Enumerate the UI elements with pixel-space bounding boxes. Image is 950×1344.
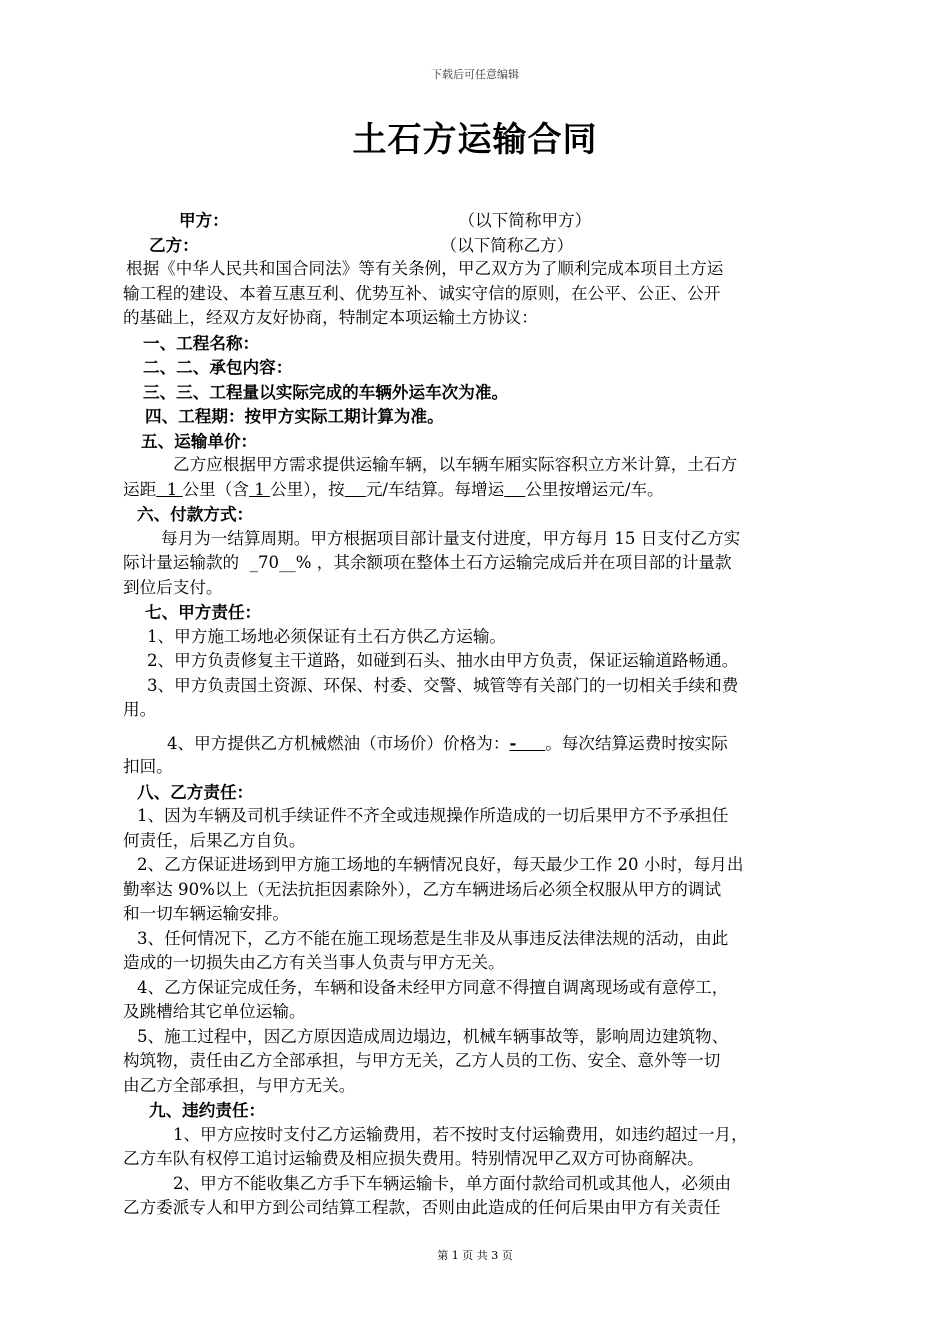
paragraph-line: 每月为一结算周期。甲方根据项目部计量支付进度，甲方每月 15 日支付乙方实 [161, 528, 741, 548]
paragraph-line: 2、甲方负责修复主干道路，如碰到石头、抽水由甲方负责，保证运输道路畅通。 [147, 651, 739, 670]
section-heading: 六、付款方式： [137, 504, 254, 524]
paragraph-line: 和一切车辆运输安排。 [123, 904, 289, 923]
party-a-label: 甲方： [179, 210, 229, 230]
distance-value: 1 [248, 479, 271, 499]
section-heading: 四、工程期：按甲方实际工期计算为准。 [145, 406, 444, 426]
paragraph-line: 构筑物，责任由乙方全部承担，与甲方无关，乙方人员的工伤、安全、意外等一切 [123, 1051, 721, 1070]
paragraph-line: 1、甲方应按时支付乙方运输费用，若不按时支付运输费用，如违约超过一月， [173, 1124, 748, 1144]
intro-line: 的基础上，经双方友好协商，特制定本项运输土方协议： [123, 308, 538, 327]
party-a-note: （以下简称甲方） [466, 211, 592, 230]
paragraph-line: 1、甲方施工场地必须保证有土石方供乙方运输。 [147, 626, 507, 646]
section-heading: 九、违约责任： [149, 1100, 266, 1120]
page-header: 下载后可任意编辑 [431, 68, 519, 81]
paragraph-line: 造成的一切损失由乙方有关当事人负责与甲方无关。 [123, 953, 505, 972]
section-heading: 三、三、工程量以实际完成的车辆外运车次为准。 [143, 381, 509, 402]
intro-line: 输工程的建设、本着互惠互利、优势互补、诚实守信的原则，在公平、公正、公开 [123, 283, 721, 303]
document-title: 土石方运输合同 [352, 120, 598, 160]
text-run: 4、甲方提供乙方机械燃油（市场价）价格为： [167, 733, 510, 753]
fuel-price-blank: - [509, 732, 546, 753]
paragraph-line: 由乙方全部承担，与甲方无关。 [123, 1075, 356, 1095]
text-run: 公里（含 [182, 479, 249, 499]
paragraph-line: 及跳槽给其它单位运输。 [123, 1002, 306, 1021]
text-run: 公里按增运元/车。 [525, 479, 664, 499]
paragraph-line: 3、任何情况下，乙方不能在施工现场惹是生非及从事违反法律法规的活动，由此 [137, 928, 729, 948]
text-run: 公里），按 [270, 479, 345, 499]
paragraph-line: 5、施工过程中，因乙方原因造成周边塌边，机械车辆事故等，影响周边建筑物、 [137, 1026, 729, 1046]
party-b-label: 乙方： [149, 234, 199, 255]
paragraph-line: 3、甲方负责国土资源、环保、村委、交警、城管等有关部门的一切相关手续和费 [147, 675, 739, 695]
section-heading: 二、二、承包内容： [143, 357, 293, 377]
paragraph-line: 扣回。 [123, 757, 173, 776]
paragraph-line: 勤率达 90%以上（无法抗拒因素除外），乙方车辆进场后必须全权服从甲方的调试 [123, 879, 722, 899]
paragraph-line: 乙方委派专人和甲方到公司结算工程款，否则由此造成的任何后果由甲方有关责任 [123, 1198, 721, 1217]
section-heading: 一、工程名称： [143, 332, 260, 353]
paragraph-line: 到位后支付。 [123, 577, 223, 597]
text-run: 。每次结算运费时按实际 [545, 733, 728, 753]
paragraph-line: 4、乙方保证完成任务，车辆和设备未经甲方同意不得擅自调离现场或有意停工， [137, 977, 729, 997]
paragraph-line: 1、因为车辆及司机手续证件不齐全或违规操作所造成的一切后果甲方不予承担任 [137, 806, 729, 825]
text-run: 运距 [123, 479, 157, 499]
paragraph-line: 2、乙方保证进场到甲方施工场地的车辆情况良好，每天最少工作 20 小时，每月出 [137, 855, 744, 874]
paragraph-line: 2、甲方不能收集乙方手下车辆运输卡，单方面付款给司机或其他人，必须由 [173, 1173, 732, 1193]
extra-distance-blank [504, 480, 525, 499]
paragraph-line [123, 731, 833, 756]
paragraph-line: 用。 [123, 700, 157, 719]
paragraph-line [123, 478, 833, 503]
document-body [123, 208, 833, 1221]
paragraph-line: 何责任，后果乙方自负。 [123, 830, 306, 850]
section-heading: 五、运输单价： [141, 430, 258, 451]
party-b-line [123, 233, 833, 258]
distance-value: 1 [156, 479, 183, 499]
section-heading: 八、乙方责任： [137, 781, 254, 802]
page-footer: 第 1 页 共 3 页 [437, 1249, 513, 1262]
party-b-note: （以下简称乙方） [448, 235, 574, 255]
paragraph-line: 际计量运输款的 _70__% ，其余额项在整体土石方运输完成后并在项目部的计量款 [123, 553, 732, 572]
price-blank [345, 480, 366, 499]
paragraph-line: 乙方车队有权停工追讨运输费及相应损失费用。特别情况甲乙双方可协商解决。 [123, 1149, 704, 1168]
party-a-line [123, 208, 833, 233]
intro-line: 根据《中华人民共和国合同法》等有关条例，甲乙双方为了顺利完成本项目土方运 [126, 259, 724, 278]
paragraph-line: 乙方应根据甲方需求提供运输车辆，以车辆车厢实际容积立方米计算，土石方 [173, 455, 738, 474]
section-heading: 七、甲方责任： [145, 602, 262, 622]
text-run: 元/车结算。每增运 [365, 479, 505, 499]
